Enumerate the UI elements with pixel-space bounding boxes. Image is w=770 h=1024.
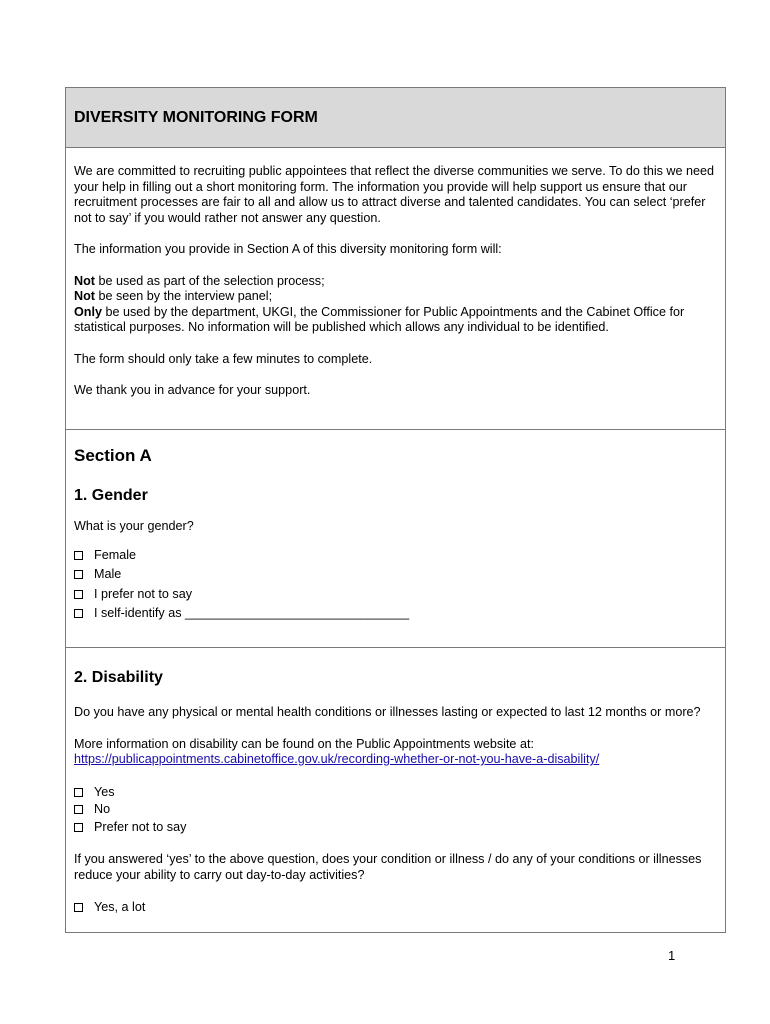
gender-option-female[interactable]: Female: [74, 546, 719, 566]
disability-option-prefer-not[interactable]: Prefer not to say: [74, 819, 719, 837]
section-a-heading: Section A: [74, 446, 152, 465]
disability-options: [74, 784, 719, 837]
disability-followup-options: [74, 899, 719, 917]
gender-section: [66, 430, 725, 648]
page-number: 1: [668, 948, 676, 963]
checkbox[interactable]: [74, 805, 83, 814]
disability-question: Do you have any physical or mental health conditions or illnesses lasting or expected to last 12 months or more?: [74, 705, 701, 719]
gender-option-male[interactable]: Male: [74, 565, 719, 585]
usage-rule: Not be seen by the interview panel;: [74, 289, 273, 303]
checkbox[interactable]: [74, 590, 83, 599]
disability-followup-question: If you answered ‘yes’ to the above question, does your condition or illness / do any of your conditions or illnesses reduce your ability to carry out day-to-day activities?: [74, 852, 702, 882]
usage-rule: Only be used by the department, UKGI, the Commissioner for Public Appointments and the Cabinet Office for statistical purposes. No information will be published which allows any individual to be identified.: [74, 304, 685, 334]
intro-paragraph-3: The form should only take a few minutes to complete.: [74, 351, 373, 366]
gender-heading: 1. Gender: [74, 487, 148, 504]
diversity-monitoring-form: [65, 87, 726, 933]
disability-info-link[interactable]: https://publicappointments.cabinetoffice.gov.uk/recording-whether-or-not-you-have-a-disability/: [74, 752, 600, 766]
checkbox[interactable]: [74, 903, 83, 912]
intro-paragraph-4: We thank you in advance for your support.: [74, 383, 311, 397]
checkbox[interactable]: [74, 823, 83, 832]
disability-option-no[interactable]: No: [74, 801, 719, 819]
checkbox[interactable]: [74, 609, 83, 618]
gender-option-prefer-not[interactable]: I prefer not to say: [74, 585, 719, 605]
usage-rule: Not be used as part of the selection process;: [74, 273, 325, 288]
checkbox[interactable]: [74, 788, 83, 797]
disability-option-yes[interactable]: Yes: [74, 784, 719, 802]
checkbox[interactable]: [74, 570, 83, 579]
checkbox[interactable]: [74, 551, 83, 560]
disability-section: [66, 648, 725, 917]
intro-paragraph-1: We are committed to recruiting public appointees that reflect the diverse communities we serve. To do this we need your help in filling out a short monitoring form. The information you provide will help support us ensure that our recruitment processes are fair to all and allow us to attract diverse and talented candidates. You can select ‘prefer not to say’ if you would rather not answer any question.: [74, 164, 715, 225]
disability-info: More information on disability can be found on the Public Appointments website at: https://publicappointments.cabinetoffice.gov.uk/recording-whether-or-not-you-have-a-disability/: [74, 736, 600, 766]
disability-heading: 2. Disability: [74, 669, 163, 686]
gender-option-self-identify[interactable]: I self-identify as ________________________________: [74, 604, 719, 624]
gender-question: What is your gender?: [74, 519, 194, 533]
usage-rules: [74, 274, 719, 336]
intro-section: [66, 148, 725, 430]
form-title: DIVERSITY MONITORING FORM: [66, 88, 725, 148]
intro-paragraph-2: The information you provide in Section A of this diversity monitoring form will:: [74, 242, 502, 256]
gender-options: [74, 546, 719, 624]
disability-followup-option-yes-a-lot[interactable]: Yes, a lot: [74, 899, 719, 917]
